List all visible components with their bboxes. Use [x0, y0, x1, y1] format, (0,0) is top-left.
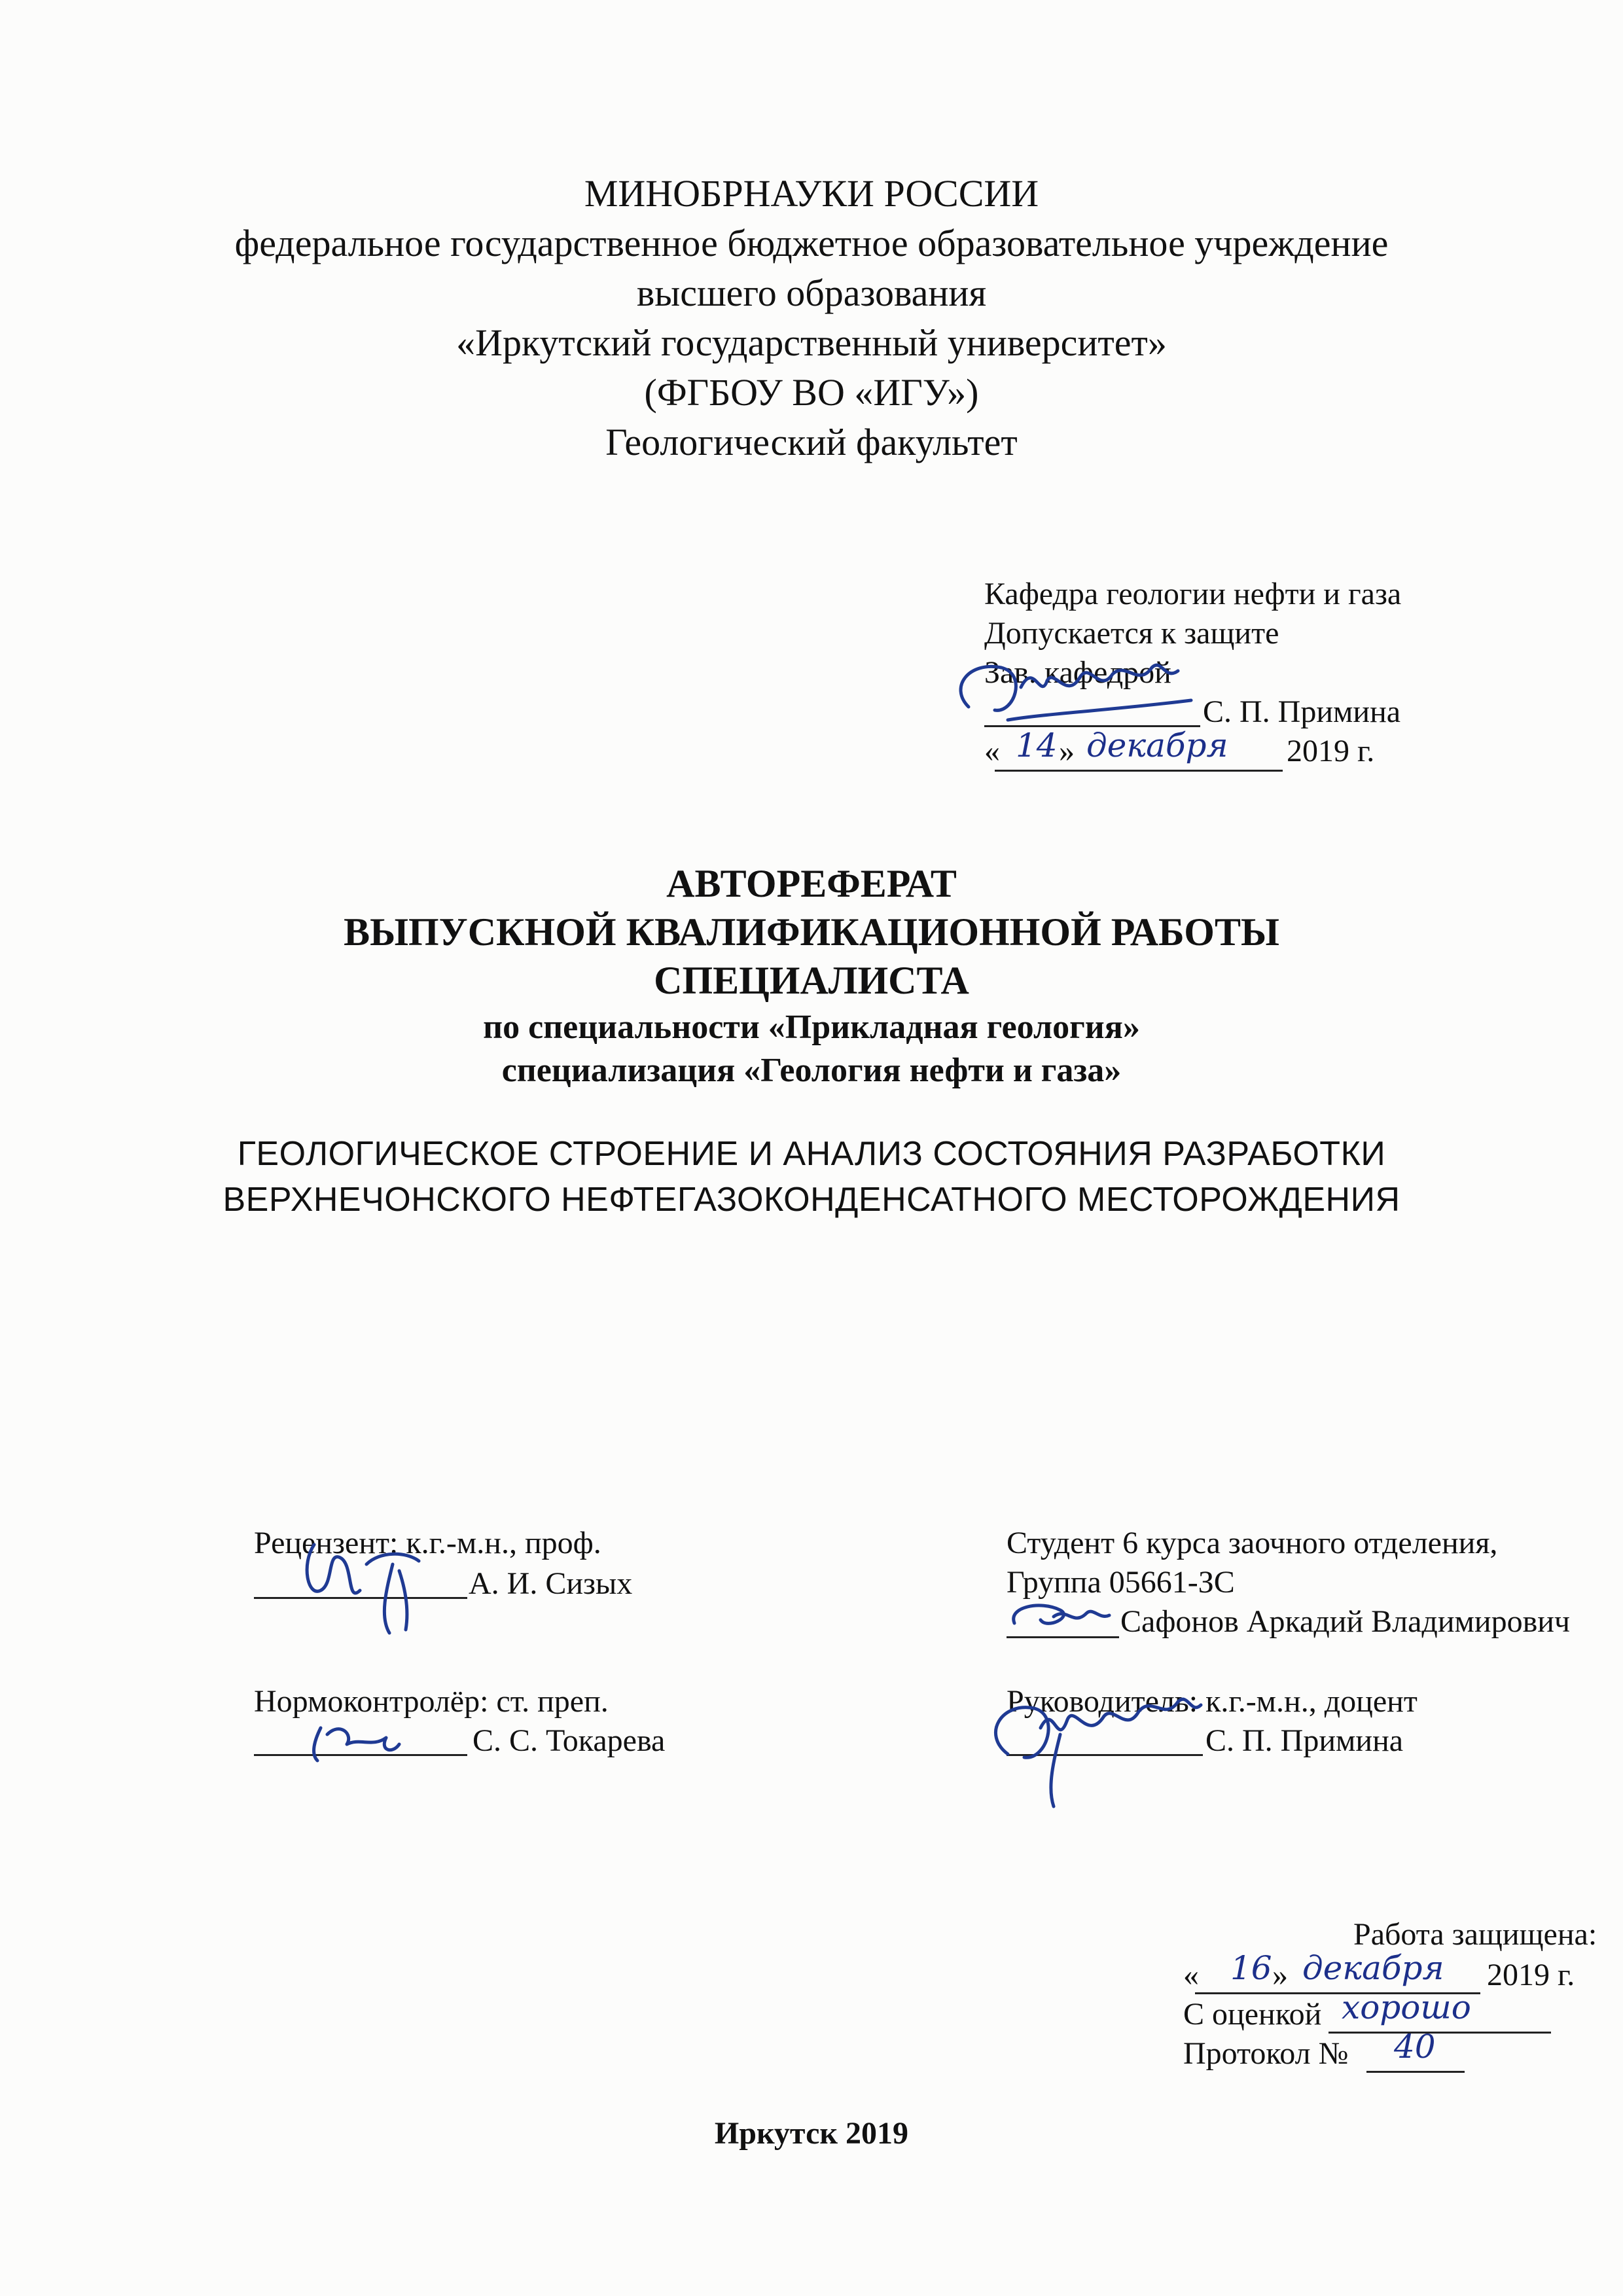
- reviewer-label: Рецензент: к.г.-м.н., проф.: [254, 1526, 601, 1560]
- defense-date-day: 16: [1230, 1949, 1272, 1987]
- approval-date-line: [995, 770, 1283, 772]
- defense-date-year: 2019 г.: [1487, 1958, 1575, 1992]
- normcontrol-label: Нормоконтролёр: ст. преп.: [254, 1684, 609, 1719]
- protocol-line: [1366, 2071, 1465, 2073]
- defense-date-open-quote: «: [1183, 1958, 1199, 1992]
- approval-date-day: 14: [1016, 726, 1058, 764]
- admitted-to-defense: Допускается к защите: [984, 616, 1279, 651]
- student-name: Сафонов Аркадий Владимирович: [1120, 1604, 1571, 1639]
- topic-line-1: ГЕОЛОГИЧЕСКОЕ СТРОЕНИЕ И АНАЛИЗ СОСТОЯНИЯ РАЗРАБОТКИ: [237, 1135, 1386, 1173]
- title-line-3: СПЕЦИАЛИСТА: [654, 959, 969, 1002]
- faculty-name: Геологический факультет: [605, 421, 1018, 463]
- normcontrol-name: С. С. Токарева: [473, 1723, 666, 1758]
- head-of-department-label: Зав. кафедрой: [984, 655, 1171, 690]
- supervisor-name: С. П. Примина: [1205, 1723, 1404, 1758]
- institution-line-1: федеральное государственное бюджетное образовательное учреждение: [234, 222, 1389, 264]
- grade-line: [1329, 2032, 1551, 2034]
- supervisor-signature: [962, 1676, 1211, 1820]
- defense-status: Работа защищена:: [1353, 1917, 1597, 1952]
- topic-line-2: ВЕРХНЕЧОНСКОГО НЕФТЕГАЗОКОНДЕНСАТНОГО МЕСТОРОЖДЕНИЯ: [223, 1181, 1400, 1219]
- protocol-value: 40: [1394, 2028, 1436, 2066]
- specialization: специализация «Геология нефти и газа»: [501, 1052, 1122, 1089]
- city-year: Иркутск 2019: [714, 2116, 909, 2151]
- approval-date-close-quote: »: [1059, 734, 1075, 768]
- university-abbreviation: (ФГБОУ ВО «ИГУ»): [644, 371, 979, 414]
- institution-line-2: высшего образования: [636, 272, 987, 314]
- normcontrol-signature: [301, 1715, 406, 1767]
- supervisor-label: Руководитель: к.г.-м.н., доцент: [1007, 1684, 1418, 1719]
- title-line-1: АВТОРЕФЕРАТ: [666, 862, 957, 905]
- student-group: Группа 05661-ЗС: [1007, 1565, 1235, 1600]
- head-signature: [942, 648, 1204, 733]
- approval-date-year: 2019 г.: [1287, 734, 1375, 768]
- grade-value: хорошо: [1342, 1988, 1471, 2026]
- ministry-title: МИНОБРНАУКИ РОССИИ: [584, 172, 1039, 215]
- grade-label: С оценкой: [1183, 1997, 1322, 2032]
- defense-date-close-quote: »: [1272, 1958, 1288, 1992]
- reviewer-signature: [275, 1525, 471, 1643]
- approval-date-open-quote: «: [984, 734, 1000, 768]
- head-of-department-name: С. П. Примина: [1203, 694, 1401, 729]
- protocol-label: Протокол №: [1183, 2036, 1349, 2071]
- speciality: по специальности «Прикладная геология»: [483, 1009, 1140, 1046]
- department-name: Кафедра геологии нефти и газа: [984, 577, 1402, 611]
- reviewer-name: А. И. Сизых: [469, 1566, 633, 1601]
- student-signature: [1001, 1597, 1119, 1643]
- student-label: Студент 6 курса заочного отделения,: [1007, 1526, 1498, 1560]
- title-line-2: ВЫПУСКНОЙ КВАЛИФИКАЦИОННОЙ РАБОТЫ: [344, 910, 1279, 954]
- approval-date-month: декабря: [1086, 726, 1228, 764]
- university-name: «Иркутский государственный университет»: [456, 321, 1167, 364]
- defense-date-month: декабря: [1302, 1949, 1444, 1987]
